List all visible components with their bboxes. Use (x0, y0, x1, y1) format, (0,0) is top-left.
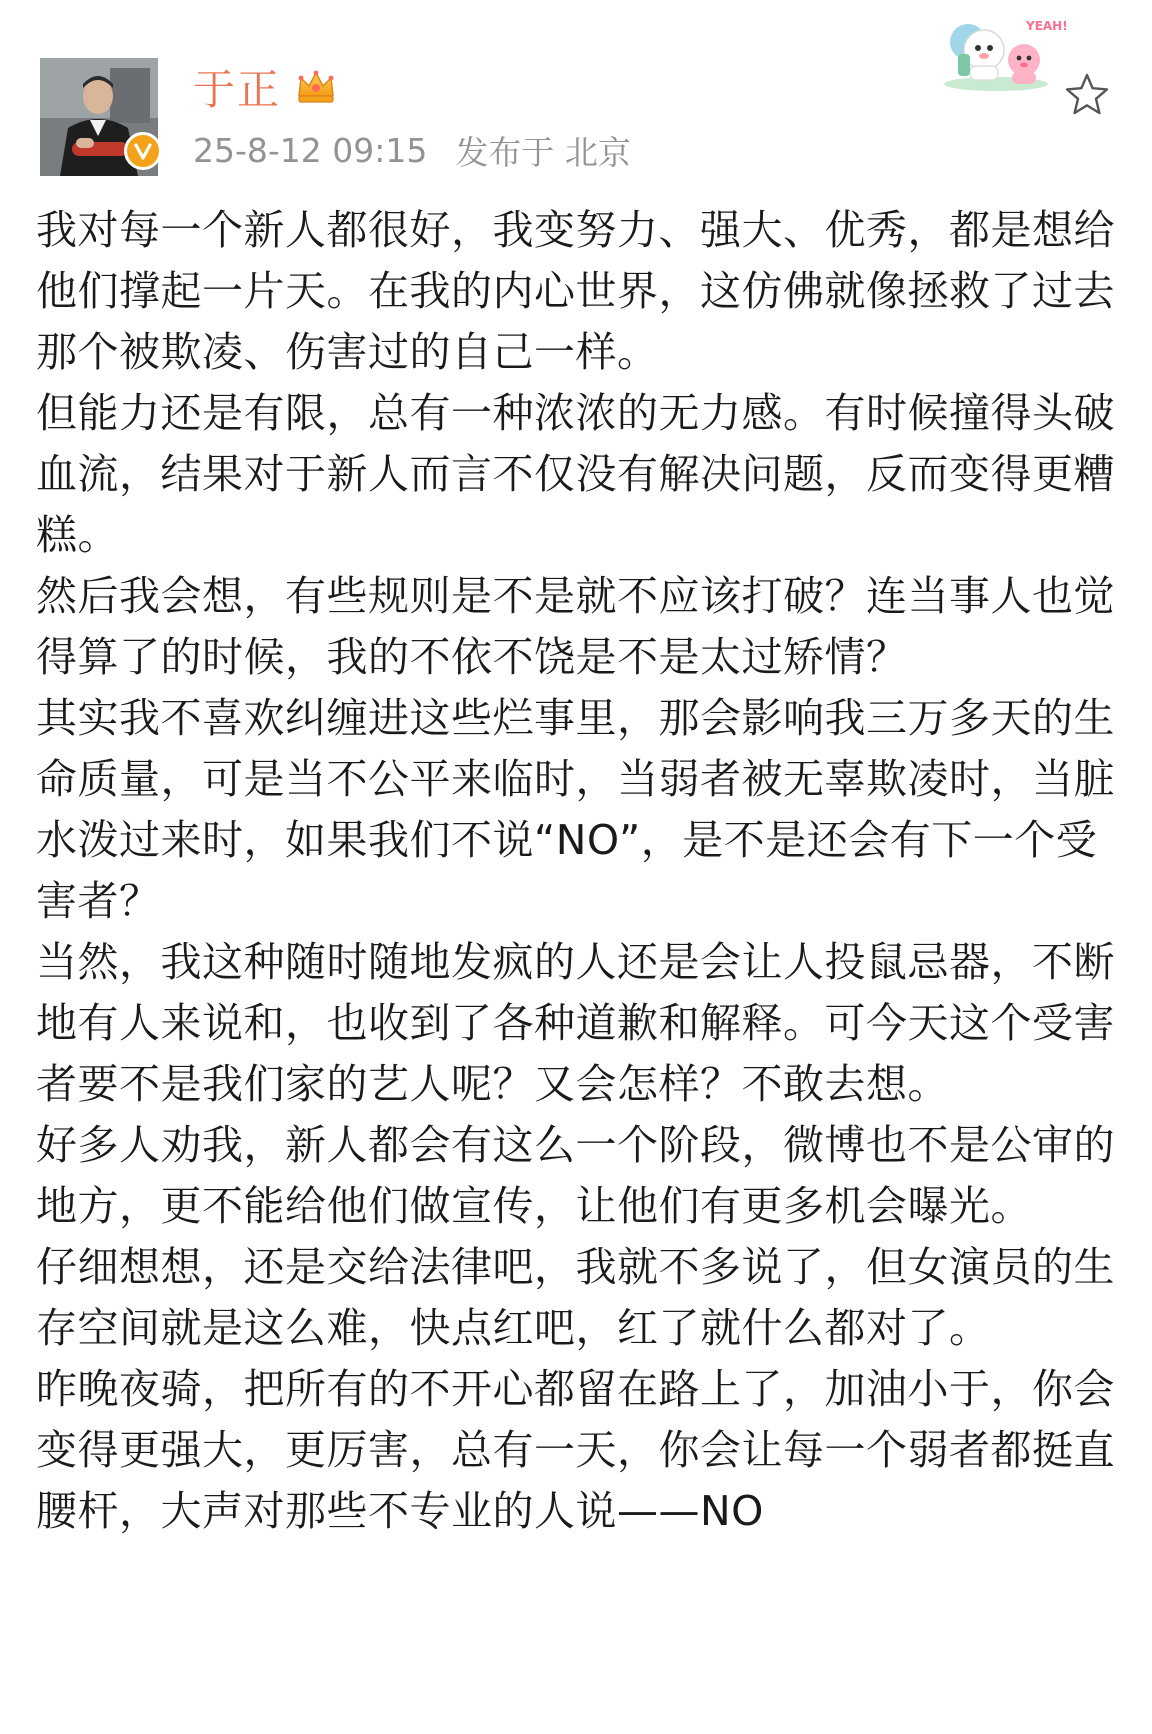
username-row (193, 58, 337, 116)
post-paragraph: 然后我会想，有些规则是不是就不应该打破？连当事人也觉得算了的时候，我的不依不饶是不是太过矫情？ (36, 572, 1115, 681)
crown-icon[interactable] (295, 66, 337, 108)
post-paragraph: 其实我不喜欢纠缠进这些烂事里，那会影响我三万多天的生命质量，可是当不公平来临时，当弱者被无辜欺凌时，当脏水泼过来时，如果我们不说“NO”，是不是还会有下一个受害者？ (36, 694, 1115, 925)
post-content (36, 200, 1126, 1542)
favorite-star-button[interactable] (1062, 70, 1112, 120)
bottom-fade (0, 1694, 1152, 1734)
username[interactable]: 于正 (193, 65, 282, 114)
post-paragraph: 昨晚夜骑，把所有的不开心都留在路上了，加油小于，你会变得更强大，更厉害，总有一天，你会让每一个弱者都挺直腰杆，大声对那些不专业的人说——NO (36, 1365, 1115, 1535)
decoration-sticker (940, 12, 1068, 92)
avatar[interactable] (40, 58, 158, 176)
post-paragraph: 我对每一个新人都很好，我变努力、强大、优秀，都是想给他们撑起一片天。在我的内心世界，这仿佛就像拯救了过去那个被欺凌、伤害过的自己一样。 (36, 206, 1115, 376)
post-timestamp: 25-8-12 09:15 (193, 130, 428, 170)
post-paragraph: 仔细想想，还是交给法律吧，我就不多说了，但女演员的生存空间就是这么难，快点红吧，红了就什么都对了。 (36, 1243, 1115, 1352)
post-meta (193, 128, 631, 172)
post-paragraph: 当然，我这种随时随地发疯的人还是会让人投鼠忌器，不断地有人来说和，也收到了各种道歉和解释。可今天这个受害者要不是我们家的艺人呢？又会怎样？不敢去想。 (36, 938, 1115, 1108)
post-paragraph: 但能力还是有限，总有一种浓浓的无力感。有时候撞得头破血流，结果对于新人而言不仅没有解决问题，反而变得更糟糕。 (36, 389, 1115, 559)
post-location: 发布于 北京 (455, 132, 631, 172)
verified-badge-icon (124, 132, 162, 170)
star-outline-icon (1062, 70, 1112, 120)
sticker-text: YEAH! (1026, 19, 1068, 33)
post-paragraph: 好多人劝我，新人都会有这么一个阶段，微博也不是公审的地方，更不能给他们做宣传，让他们有更多机会曝光。 (36, 1121, 1115, 1230)
